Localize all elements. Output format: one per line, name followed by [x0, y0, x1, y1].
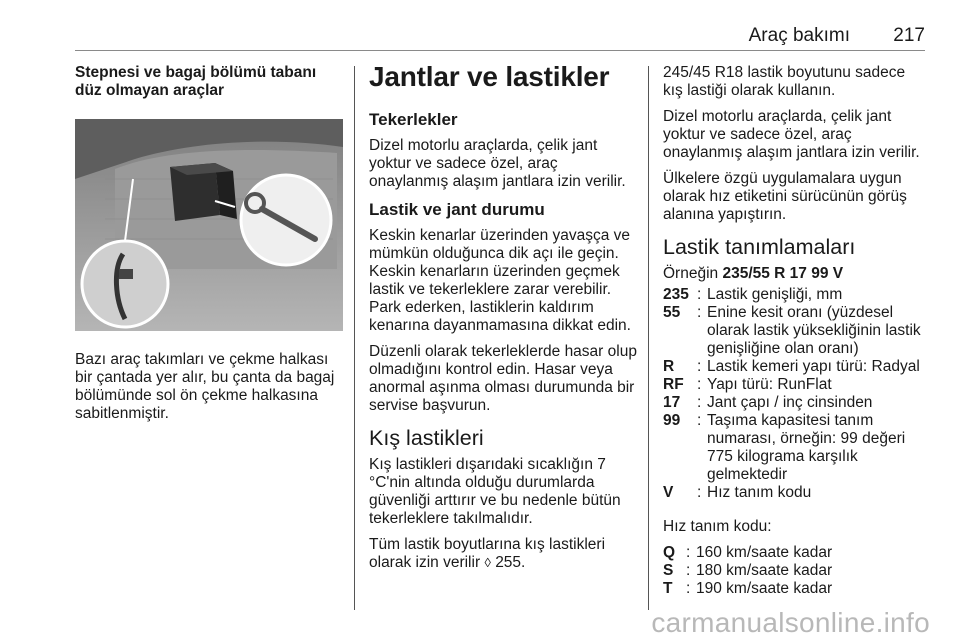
body-paragraph: Dizel motorlu araçlarda, çelik jant yoktur ve sadece özel, araç onaylanmış alaşım jantlara izin verilir.: [663, 108, 920, 161]
definition-row: 235 : Lastik genişliği, mm: [663, 286, 843, 303]
subheading-lastik-durumu: Lastik ve jant durumu: [369, 200, 545, 219]
page-number: 217: [893, 25, 925, 46]
section-heading-lastik-tanimlamalari: Lastik tanımlamaları: [663, 235, 856, 259]
speed-intro: Hız tanım kodu:: [663, 518, 772, 535]
body-paragraph: 245/45 R18 lastik boyutunu sadece kış lastiği olarak kullanın.: [663, 64, 906, 99]
speed-row: Q : 160 km/saate kadar: [663, 544, 833, 561]
definition-row: 17 : Jant çapı / inç cinsinden: [663, 394, 873, 411]
body-paragraph: Kış lastikleri dışarıdaki sıcaklığın 7 °C'nin altında olduğu durumlarda güvenliği arttırır ve bu nedenle bütün tekerleklere takılmalıdır.: [369, 456, 621, 527]
speed-code-list: [663, 544, 927, 598]
subheading-tekerlekler: Tekerlekler: [369, 110, 458, 129]
column-middle: [369, 61, 637, 580]
body-paragraph: Ülkelere özgü uygulamalara uygun olarak hız etiketini sürücünün görüş alanına yapıştırın.: [663, 170, 907, 223]
toolbag-icon: [170, 163, 237, 221]
page-reference-link[interactable]: 255.: [495, 554, 526, 571]
watermark: carmanualsonline.info: [651, 607, 930, 638]
definition-row: RF : Yapı türü: RunFlat: [663, 376, 832, 393]
chapter-heading: Jantlar ve lastikler: [369, 61, 610, 92]
section-heading: Stepnesi ve bagaj bölümü tabanı düz olmayan araçlar: [75, 64, 317, 99]
body-paragraph-with-reference: Tüm lastik boyutlarına kış lastikleri olarak izin verilir ◊ 255.: [369, 536, 606, 571]
example-line: Örneğin 235/55 R 17 99 V: [663, 265, 844, 282]
tire-code: 235/55 R 17 99 V: [722, 265, 844, 282]
chapter-title: Araç bakımı: [748, 25, 850, 46]
column-divider: [354, 66, 355, 610]
speed-row: S : 180 km/saate kadar: [663, 562, 833, 579]
body-paragraph: Dizel motorlu araçlarda, çelik jant yoktur ve sadece özel, araç onaylanmış alaşım jantlara izin verilir.: [369, 137, 626, 190]
column-divider: [648, 66, 649, 610]
tire-code-definitions: [663, 286, 927, 502]
column-left: [75, 64, 343, 423]
body-paragraph: Düzenli olarak tekerleklerde hasar olup olmadığını kontrol edin. Hasar veya anormal aşınma olması durumunda bir servise başvurun.: [369, 343, 637, 414]
page-header: [75, 25, 925, 51]
definition-row: 99 : Taşıma kapasitesi tanım numarası, örneğin: 99 değeri 775 kilograma karşılık gelmektedir: [663, 412, 906, 483]
definition-row: V : Hız tanım kodu: [663, 484, 812, 501]
body-paragraph: Bazı araç takımları ve çekme halkası bir çantada yer alır, bu çanta da bagaj bölümünde sol ön çekme halkasına sabitlenmiştir.: [75, 351, 335, 422]
speed-row: T : 190 km/saate kadar: [663, 580, 833, 597]
definition-row: 55 : Enine kesit oranı (yüzdesel olarak lastik yüksekliğinin lastik genişliğine olan oranı): [663, 304, 921, 357]
column-right: [663, 64, 927, 598]
section-heading-kis-lastikleri: Kış lastikleri: [369, 426, 484, 450]
body-paragraph: Keskin kenarlar üzerinden yavaşça ve mümkün olduğunca dik açı ile geçin. Keskin kenarların üzerinden geçmek lastik ve tekerleklere zarar verebilir. Park ederken, lastiklerin kaldırım kenarına dayanmamasına dikkat edin.: [369, 227, 631, 334]
trunk-illustration: [75, 119, 343, 331]
definition-row: R : Lastik kemeri yapı türü: Radyal: [663, 358, 920, 375]
arrow-reference-icon: ◊: [484, 555, 491, 570]
